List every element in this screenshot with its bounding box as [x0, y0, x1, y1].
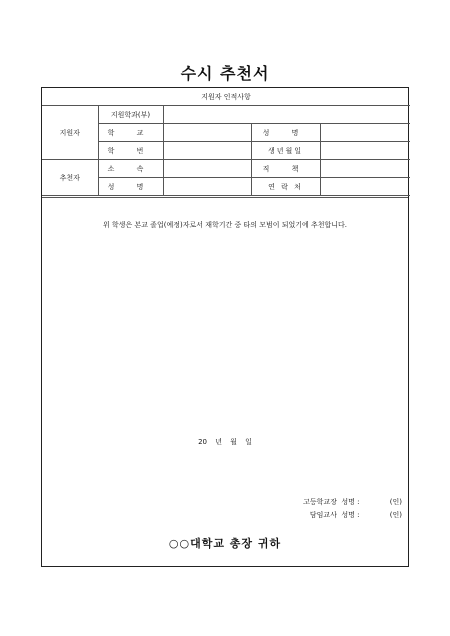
- affiliation-field[interactable]: [163, 160, 251, 178]
- signature-name-label: 성명 :: [341, 511, 360, 519]
- school-label: 학 교: [98, 124, 163, 142]
- dept-label: 지원학과(부): [98, 106, 163, 124]
- signature-principal: [303, 497, 402, 507]
- recommender-label: 추천자: [42, 160, 98, 196]
- dept-field[interactable]: [163, 106, 410, 124]
- applicant-info-table: [42, 88, 410, 196]
- seal-mark: (인): [389, 498, 402, 506]
- signature-name-label: 성명 :: [341, 498, 360, 506]
- rec-name-label: 성 명: [98, 178, 163, 196]
- student-no-field[interactable]: [163, 142, 251, 160]
- addressee: ○○대학교 총장 귀하: [168, 537, 282, 550]
- contact-field[interactable]: [320, 178, 410, 196]
- school-field[interactable]: [163, 124, 251, 142]
- birth-label: 생년월일: [251, 142, 320, 160]
- name-field[interactable]: [320, 124, 410, 142]
- applicant-label: 지원자: [42, 106, 98, 160]
- signature-role: 고등학교장: [303, 498, 337, 506]
- position-label: 직 책: [251, 160, 320, 178]
- recommendation-form: [41, 87, 409, 567]
- birth-field[interactable]: [320, 142, 410, 160]
- position-field[interactable]: [320, 160, 410, 178]
- date-line: 20 년 월 일: [198, 438, 252, 446]
- signature-teacher: [310, 510, 402, 520]
- seal-mark: (인): [389, 511, 402, 519]
- table-header: 지원자 인적사항: [42, 88, 410, 106]
- student-no-label: 학 번: [98, 142, 163, 160]
- rec-name-field[interactable]: [163, 178, 251, 196]
- section-divider: [42, 197, 408, 198]
- signature-role: 담임교사: [309, 511, 337, 519]
- recommendation-text: 위 학생은 본교 졸업(예정)자로서 재학기간 중 타의 모범이 되었기에 추천합니다.: [102, 221, 348, 229]
- name-label: 성 명: [251, 124, 320, 142]
- contact-label: 연 락 처: [251, 178, 320, 196]
- affiliation-label: 소 속: [98, 160, 163, 178]
- document-title: 수시 추천서: [180, 64, 270, 83]
